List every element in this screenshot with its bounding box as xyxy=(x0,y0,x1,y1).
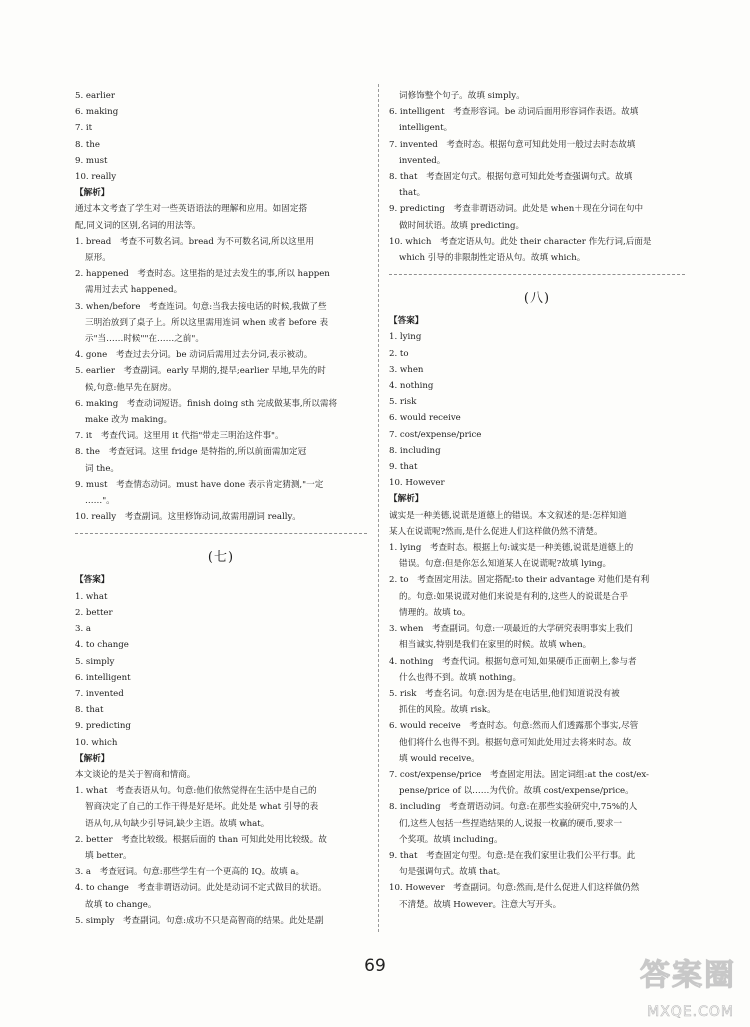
text-line: 2. to 考查固定用法。固定搭配:to their advantage 对他们是有利 xyxy=(389,575,650,586)
text-line: 本文谈论的是关于智商和情商。 xyxy=(75,769,196,780)
text-line: 1. bread 考查不可数名词。bread 为不可数名词,所以这里用 xyxy=(75,236,314,247)
text-line: pense/price of 以……为代价。故填 cost/expense/price。 xyxy=(399,786,634,797)
text-line: 7. it 考查代词。这里用 it 代指"带走三明治这件事"。 xyxy=(75,431,284,442)
text-line: 3. when/before 考查连词。句意:当我去接电话的时候,我做了些 xyxy=(75,301,327,312)
text-line: 诚实是一种美德,说谎是道德上的错误。本文叙述的是:怎样知道 xyxy=(389,510,627,521)
text-line: 配,同义词的区别,名词的用法等。 xyxy=(75,220,201,231)
text-line: 6. would receive xyxy=(389,413,461,424)
text-line: 原形。 xyxy=(85,253,111,264)
text-line: 9. predicting xyxy=(75,721,131,732)
text-line: invented。 xyxy=(399,155,446,166)
text-line: 9. that xyxy=(389,462,418,473)
text-line: 10. really xyxy=(75,172,117,183)
text-line: ……"。 xyxy=(85,496,115,507)
text-line: 5. risk 考查名词。句意:因为是在电话里,他们知道说没有被 xyxy=(389,688,620,699)
text-line: 词修饰整个句子。故填 simply。 xyxy=(399,91,525,101)
text-line: 5. risk xyxy=(389,397,417,408)
watermark-logo xyxy=(608,958,736,1020)
text-line: 1. lying 考查时态。根据上句:诚实是一种美德,说谎是道德上的 xyxy=(389,543,634,554)
text-line: 抓住的风险。故填 risk。 xyxy=(399,705,496,716)
text-line: which 引导的非限制性定语从句。故填 which。 xyxy=(399,253,586,264)
text-line: 6. making 考查动词短语。finish doing sth 完成做某事,所以需将 xyxy=(75,398,338,409)
text-line: 10. However 考查副词。句意:然而,是什么促进人们这样做仍然 xyxy=(389,883,640,894)
text-line: 候,句意:他早先在厨房。 xyxy=(85,382,177,393)
text-line: 1. what 考查表语从句。句意:他们依然觉得在生活中是自己的 xyxy=(75,786,317,797)
text-line: 3. a 考查冠词。句意:那些学生有一个更高的 IQ。故填 a。 xyxy=(75,867,305,878)
section-heading: 【解析】 xyxy=(75,188,110,199)
text-line: 7. cost/expense/price xyxy=(389,429,482,440)
text-line: 不清楚。故填 However。注意大写开头。 xyxy=(399,899,562,910)
text-line: 8. including 考查谓语动词。句意:在那些实验研究中,75%的人 xyxy=(389,802,638,813)
text-line: 2. better 考查比较级。根据后面的 than 可知此处用比较级。故 xyxy=(75,834,327,845)
text-line: 2. happened 考查时态。这里指的是过去发生的事,所以 happen xyxy=(75,269,330,280)
text-line: 9. must xyxy=(75,155,108,166)
text-line: 填 would receive。 xyxy=(399,753,480,764)
text-line: 6. would receive 考查时态。句意:然而人们透露那个事实,尽管 xyxy=(389,721,639,732)
text-line: intelligent。 xyxy=(399,123,453,134)
text-line: 4. nothing xyxy=(389,381,434,392)
text-line: 故填 to change。 xyxy=(85,899,157,910)
text-line: 5. earlier 考查副词。early 早期的,提早;earlier 早地,早先的时 xyxy=(75,366,326,377)
text-line: 错误。句意:但是你怎么知道某人在说谎呢?故填 lying。 xyxy=(399,559,612,570)
text-line: 个奖项。故填 including。 xyxy=(399,834,503,845)
text-line: make 改为 making。 xyxy=(85,415,173,426)
text-line: 10. really 考查副词。这里修饰动词,故需用副词 really。 xyxy=(75,512,301,523)
section-separator xyxy=(75,533,367,534)
text-line: 1. what xyxy=(75,591,108,602)
text-line: 词 the。 xyxy=(85,463,119,474)
text-line: 7. invented xyxy=(75,688,124,699)
text-line: 4. nothing 考查代词。根据句意可知,如果硬币正面朝上,参与者 xyxy=(389,656,637,667)
text-line: 填 better。 xyxy=(85,850,132,861)
text-line: 5. earlier xyxy=(75,91,115,101)
watermark-url: MXQE.COM xyxy=(647,1004,734,1020)
column-divider xyxy=(378,84,379,932)
text-line: 智商决定了自己的工作干得是好是坏。此处是 what 引导的表 xyxy=(85,802,319,813)
section-title: (七) xyxy=(207,550,235,566)
text-line: 三明治放到了桌子上。所以这里需用连词 when 或者 before 表 xyxy=(85,317,329,328)
section-heading: 【解析】 xyxy=(75,753,110,764)
text-line: 4. to change 考查非谓语动词。此处是动词不定式做目的状语。 xyxy=(75,883,327,894)
text-line: 3. a xyxy=(75,624,92,635)
text-line: 1. lying xyxy=(389,332,422,343)
text-line: 10. However xyxy=(389,478,445,489)
text-line: 情理的。故填 to。 xyxy=(399,607,471,618)
text-line: 7. it xyxy=(75,123,93,134)
text-line: 4. to change xyxy=(75,640,129,651)
section-heading: 【答案】 xyxy=(75,575,110,586)
text-line: that。 xyxy=(399,188,426,199)
text-line: 8. the 考查冠词。这里 fridge 是特指的,所以前面需加定冠 xyxy=(75,447,307,458)
text-line: 10. which 考查定语从句。此处 their character 作先行词,后面是 xyxy=(389,236,652,247)
section-title: (八) xyxy=(523,291,551,307)
text-line: 7. cost/expense/price 考查固定用法。固定词组:at the cost/ex- xyxy=(389,769,649,780)
text-line: 6. intelligent xyxy=(75,672,131,683)
text-line: 什么也得不到。故填 nothing。 xyxy=(399,672,522,683)
text-line: 9. must 考查情态动词。must have done 表示肯定猜测,"一定 xyxy=(75,479,324,490)
text-line: 10. which xyxy=(75,737,118,748)
text-line: 通过本文考查了学生对一些英语语法的理解和应用。如固定搭 xyxy=(75,204,308,215)
text-line: 8. that xyxy=(75,705,104,716)
text-line: 8. the xyxy=(75,139,101,150)
section-heading: 【解析】 xyxy=(389,494,424,505)
text-line: 6. intelligent 考查形容词。be 动词后面用形容词作表语。故填 xyxy=(389,107,639,118)
text-line: 3. when xyxy=(389,364,424,375)
text-line: 语从句,从句缺少引导词,缺少主语。故填 what。 xyxy=(85,818,270,829)
text-line: 5. simply xyxy=(75,656,115,667)
section-heading: 【答案】 xyxy=(389,316,424,327)
text-line: 4. gone 考查过去分词。be 动词后需用过去分词,表示被动。 xyxy=(75,350,313,361)
text-line: 示"当……时候""在……之前"。 xyxy=(85,334,204,345)
text-line: 2. to xyxy=(389,348,409,359)
text-line: 相当诚实,特别是我们在家里的时候。故填 when。 xyxy=(399,640,592,651)
watermark-text: 答案圈 xyxy=(640,958,736,993)
text-line: 6. making xyxy=(75,107,119,118)
text-line: 3. when 考查副词。句意:一项最近的大学研究表明事实上我们 xyxy=(389,624,633,635)
right-column xyxy=(389,88,685,913)
text-line: 5. simply 考查副词。句意:成功不只是高智商的结果。此处是副 xyxy=(75,915,324,926)
text-line: 9. predicting 考查非谓语动词。此处是 when＋现在分词在句中 xyxy=(389,204,644,215)
text-line: 需用过去式 happened。 xyxy=(85,285,183,296)
text-line: 2. better xyxy=(75,607,113,618)
left-column xyxy=(75,88,367,929)
text-line: 8. that 考查固定句式。根据句意可知此处考查强调句式。故填 xyxy=(389,172,633,183)
text-line: 句是强调句式。故填 that。 xyxy=(399,867,506,878)
text-line: 8. including xyxy=(389,445,441,456)
text-line: 7. invented 考查时态。根据句意可知此处用一般过去时态故填 xyxy=(389,139,636,150)
page-number: 69 xyxy=(364,956,386,976)
section-separator xyxy=(389,274,685,275)
text-line: 们,这些人包括一些捏造结果的人,说报一枚赢的硬币,要求一 xyxy=(399,818,623,829)
text-line: 做时间状语。故填 predicting。 xyxy=(399,220,525,231)
text-line: 的。句意:如果说谎对他们来说是有利的,这些人的说谎是合乎 xyxy=(399,591,629,602)
text-line: 他们将什么也得不到。根据句意可知此处用过去将来时态。故 xyxy=(399,737,632,748)
text-line: 9. that 考查固定句型。句意:是在我们家里让我们公平行事。此 xyxy=(389,850,636,861)
text-line: 某人在说谎呢?然而,是什么促进人们这样做仍然不清楚。 xyxy=(389,526,603,537)
